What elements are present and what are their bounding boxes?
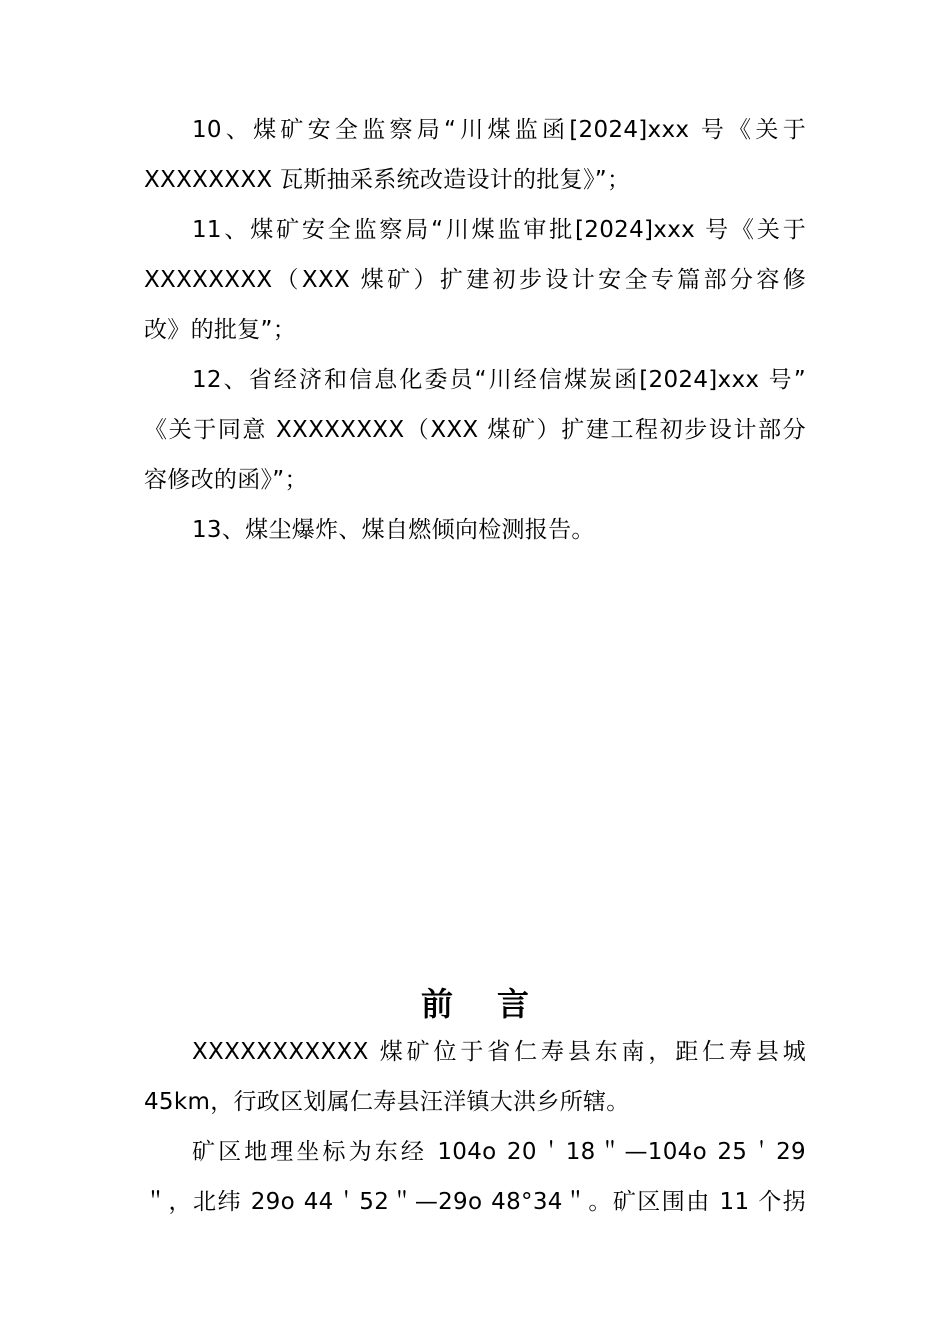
preface-title: 前言 — [420, 985, 573, 1023]
reference-item-12-line-3: 容修改的函》”； — [144, 467, 308, 493]
preface-paragraph-2-line-1: 矿区地理坐标为东经 104o 20＇18＂—104o 25＇29 — [192, 1139, 806, 1165]
reference-item-12-line-1: 12、省经济和信息化委员“川经信煤炭函[2024]xxx 号” — [192, 367, 806, 393]
reference-item-12-line-2: 《关于同意 XXXXXXXX（XXX 煤矿）扩建工程初步设计部分 — [144, 417, 806, 443]
reference-item-10-line-1: 10、煤矿安全监察局“川煤监函[2024]xxx 号《关于 — [192, 117, 806, 143]
reference-item-11-line-2: XXXXXXXX（XXX 煤矿）扩建初步设计安全专篇部分容修 — [144, 267, 806, 293]
reference-item-11-line-3: 改》的批复”； — [144, 317, 297, 343]
reference-item-11-line-1: 11、煤矿安全监察局“川煤监审批[2024]xxx 号《关于 — [192, 217, 806, 243]
reference-item-10-line-2: XXXXXXXX 瓦斯抽采系统改造设计的批复》”； — [144, 167, 631, 193]
preface-paragraph-1-line-1: XXXXXXXXXXX 煤矿位于省仁寿县东南，距仁寿县城 — [192, 1039, 806, 1065]
reference-item-13-line-1: 13、煤尘爆炸、煤自燃倾向检测报告。 — [192, 517, 595, 543]
preface-paragraph-1-line-2: 45km，行政区划属仁寿县汪洋镇大洪乡所辖。 — [144, 1089, 630, 1115]
preface-paragraph-2-line-2: ＂，北纬 29o 44＇52＂—29o 48°34＂。矿区围由 11 个拐 — [144, 1189, 806, 1215]
